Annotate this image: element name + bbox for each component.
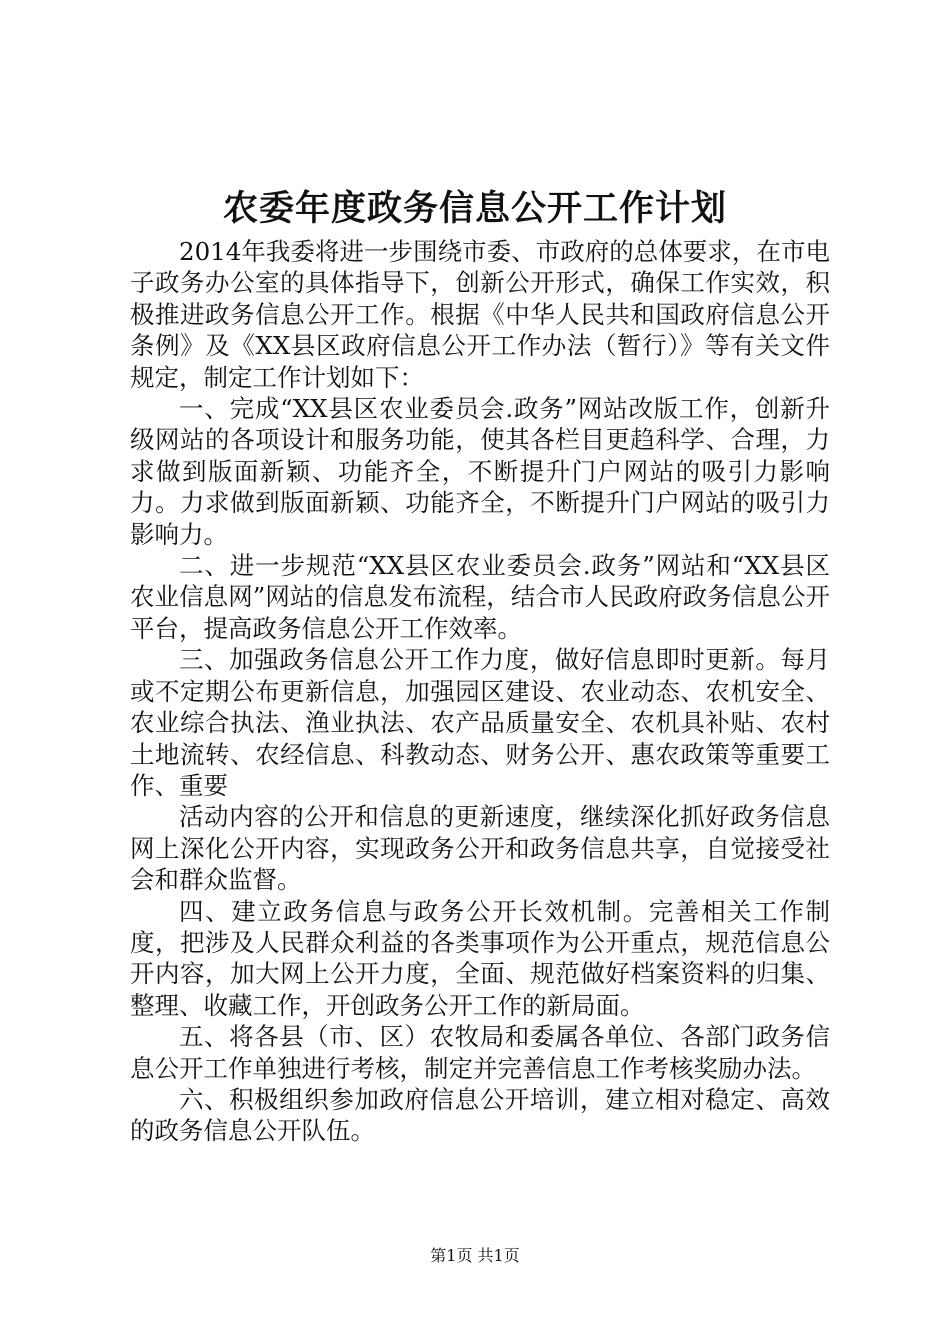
page-footer: 第1页 共1页: [430, 1246, 520, 1265]
item-two-paragraph: 二、进一步规范“XX县区农业委员会.政务”网站和“XX县区农业信息网”网站的信息发布流程，结合市人民政府政务信息公开平台，提高政务信息公开工作效率。: [130, 551, 830, 643]
item-one-paragraph: 一、完成“XX县区农业委员会.政务”网站改版工作，创新升级网站的各项设计和服务功能，使其各栏目更趋科学、合理，力求做到版面新颖、功能齐全，不断提升门户网站的吸引力影响力。力求做到版面新颖、功能齐全，不断提升门户网站的吸引力影响力。: [130, 394, 830, 549]
item-five-paragraph: 五、将各县（市、区）农牧局和委属各单位、各部门政务信息公开工作单独进行考核，制定并完善信息工作考核奖励办法。: [130, 1022, 830, 1083]
item-three-continued-paragraph: 活动内容的公开和信息的更新速度，继续深化抓好政务信息网上深化公开内容，实现政务公开和政务信息共享，自觉接受社会和群众监督。: [130, 802, 830, 895]
intro-paragraph: 2014年我委将进一步围绕市委、市政府的总体要求，在市电子政务办公室的具体指导下，创新公开形式，确保工作实效，积极推进政务信息公开工作。根据《中华人民共和国政府信息公开条例》及《XX县区政府信息公开工作办法（暂行）》等有关文件规定，制定工作计划如下：: [130, 237, 830, 392]
item-six-paragraph: 六、积极组织参加政府信息公开培训，建立相对稳定、高效的政务信息公开队伍。: [130, 1084, 830, 1146]
document-title: 农委年度政务信息公开工作计划: [222, 188, 727, 229]
item-three-paragraph: 三、加强政务信息公开工作力度，做好信息即时更新。每月或不定期公布更新信息，加强园区建设、农业动态、农机安全、农业综合执法、渔业执法、农产品质量安全、农机具补贴、农村土地流转、农经信息、科教动态、财务公开、惠农政策等重要工作、重要: [130, 645, 830, 800]
item-four-paragraph: 四、建立政务信息与政务公开长效机制。完善相关工作制度，把涉及人民群众利益的各类事项作为公开重点，规范信息公开内容，加大网上公开力度，全面、规范做好档案资料的归集、整理、收藏工作，开创政务公开工作的新局面。: [130, 896, 830, 1020]
document-body: [130, 236, 830, 1147]
